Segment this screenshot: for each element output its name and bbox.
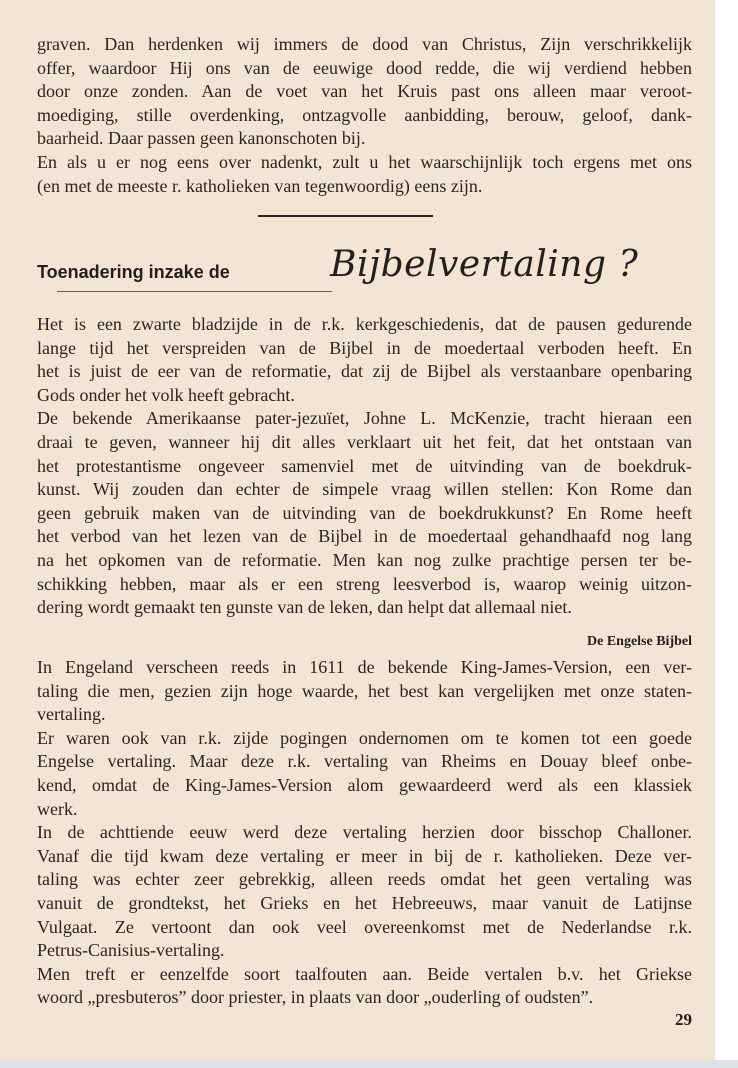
text-line: Vanaf die tijd kwam deze vertaling er meer in bij de r. katholieken. Deze ver- xyxy=(37,845,692,866)
text-line: Het is een zwarte bladzijde in de r.k. kerkgeschiedenis, dat de pausen gedurende xyxy=(37,314,692,334)
text-line: (en met de meeste r. katholieken van tegenwoordig) eens zijn. xyxy=(37,175,483,196)
text-line: het is juist de eer van de reformatie, dat zij de Bijbel als verstaanbare openbaring xyxy=(37,361,692,382)
subheading-engelse-bijbel: De Engelse Bijbel xyxy=(587,634,692,649)
text-line: Men treft er eenzelfde soort taalfouten aan. Beide vertalen b.v. het Griekse xyxy=(37,963,692,984)
text-line: lange tijd het verspreiden van de Bijbel in de moedertaal verboden heeft. En xyxy=(37,337,692,358)
text-line: baarheid. Daar passen geen kanonschoten bij. xyxy=(37,128,366,149)
text-line: het protestantisme ongeveer samenviel met de uitvinding van de boekdruk- xyxy=(37,455,692,476)
text-line: Gods onder het volk heeft gebracht. xyxy=(37,384,295,405)
text-line: draai te geven, wanneer hij dit alles verklaart uit het feit, dat het ontstaan van xyxy=(37,431,692,452)
text-line: vertaling. xyxy=(37,704,106,725)
text-line: En als u er nog eens over nadenkt, zult u het waarschijnlijk toch ergens met ons xyxy=(37,151,692,172)
text-line: geen gebruik maken van de uitvinding van de boekdrukkunst? En Rome heeft xyxy=(37,502,692,523)
article-section-2 xyxy=(37,656,692,1010)
text-line: In Engeland verscheen reeds in 1611 de bekende King-James-Version, een ver- xyxy=(37,657,692,677)
text-line: offer, waardoor Hij ons van de eeuwige dood redde, die wij verdiend hebben xyxy=(37,57,692,78)
text-line: woord „presbuteros” door priester, in plaats van door „ouderling of oudsten”. xyxy=(37,987,594,1008)
text-line: Petrus-Canisius-vertaling. xyxy=(37,940,225,961)
text-line: taling die men, gezien zijn hoge waarde, het best kan vergelijken met onze staten- xyxy=(37,680,692,701)
text-line: moediging, stille overdenking, ontzagvolle aanbidding, berouw, geloof, dank- xyxy=(37,104,692,125)
heading-underline xyxy=(57,291,332,292)
text-line: In de achttiende eeuw werd deze vertaling herzien door bisschop Challoner. xyxy=(37,822,692,843)
text-line: kend, omdat de King-James-Version alom gewaardeerd werd als een klassiek xyxy=(37,774,692,795)
text-line: door onze zonden. Aan de voet van het Kruis past ons alleen maar veroot- xyxy=(37,81,692,102)
text-line: Vulgaat. Ze vertoont dan ook veel overeenkomst met de Nederlandse r.k. xyxy=(37,916,692,937)
page-number: 29 xyxy=(675,1010,692,1029)
intro-paragraph xyxy=(37,33,692,198)
text-line: taling was echter zeer gebrekkig, alleen reeds omdat het geen vertaling was xyxy=(37,869,692,890)
scan-edge xyxy=(0,1060,738,1068)
text-line: werk. xyxy=(37,798,78,819)
text-line: het verbod van het lezen van de Bijbel in de moedertaal gehandhaafd nog lang xyxy=(37,526,692,547)
text-line: schikking hebben, maar als er een streng leesverbod is, waarop weinig uitzon- xyxy=(37,573,692,594)
text-line: kunst. Wij zouden dan echter de simpele vraag willen stellen: Kon Rome dan xyxy=(37,479,692,500)
text-line: De bekende Amerikaanse pater-jezuïet, Johne L. McKenzie, tracht hieraan een xyxy=(37,408,692,429)
text-line: graven. Dan herdenken wij immers de dood van Christus, Zijn verschrikkelijk xyxy=(37,34,692,54)
article-section-1 xyxy=(37,313,692,620)
article-heading-script: Bijbelvertaling ? xyxy=(330,244,639,285)
article-heading: Toenadering inzake de xyxy=(37,262,230,282)
text-line: dering wordt gemaakt ten gunste van de leken, dan helpt dat allemaal niet. xyxy=(37,597,572,618)
text-line: Er waren ook van r.k. zijde pogingen ondernomen om te komen tot een goede xyxy=(37,727,692,748)
text-line: Engelse vertaling. Maar deze r.k. vertaling van Rheims en Douay bleef onbe- xyxy=(37,751,692,772)
text-line: na het opkomen van de reformatie. Men kan nog zulke prachtige persen ter be- xyxy=(37,549,692,570)
text-line: vanuit de grondtekst, het Grieks en het Hebreeuws, maar vanuit de Latijnse xyxy=(37,892,692,913)
section-divider-rule xyxy=(258,215,433,217)
